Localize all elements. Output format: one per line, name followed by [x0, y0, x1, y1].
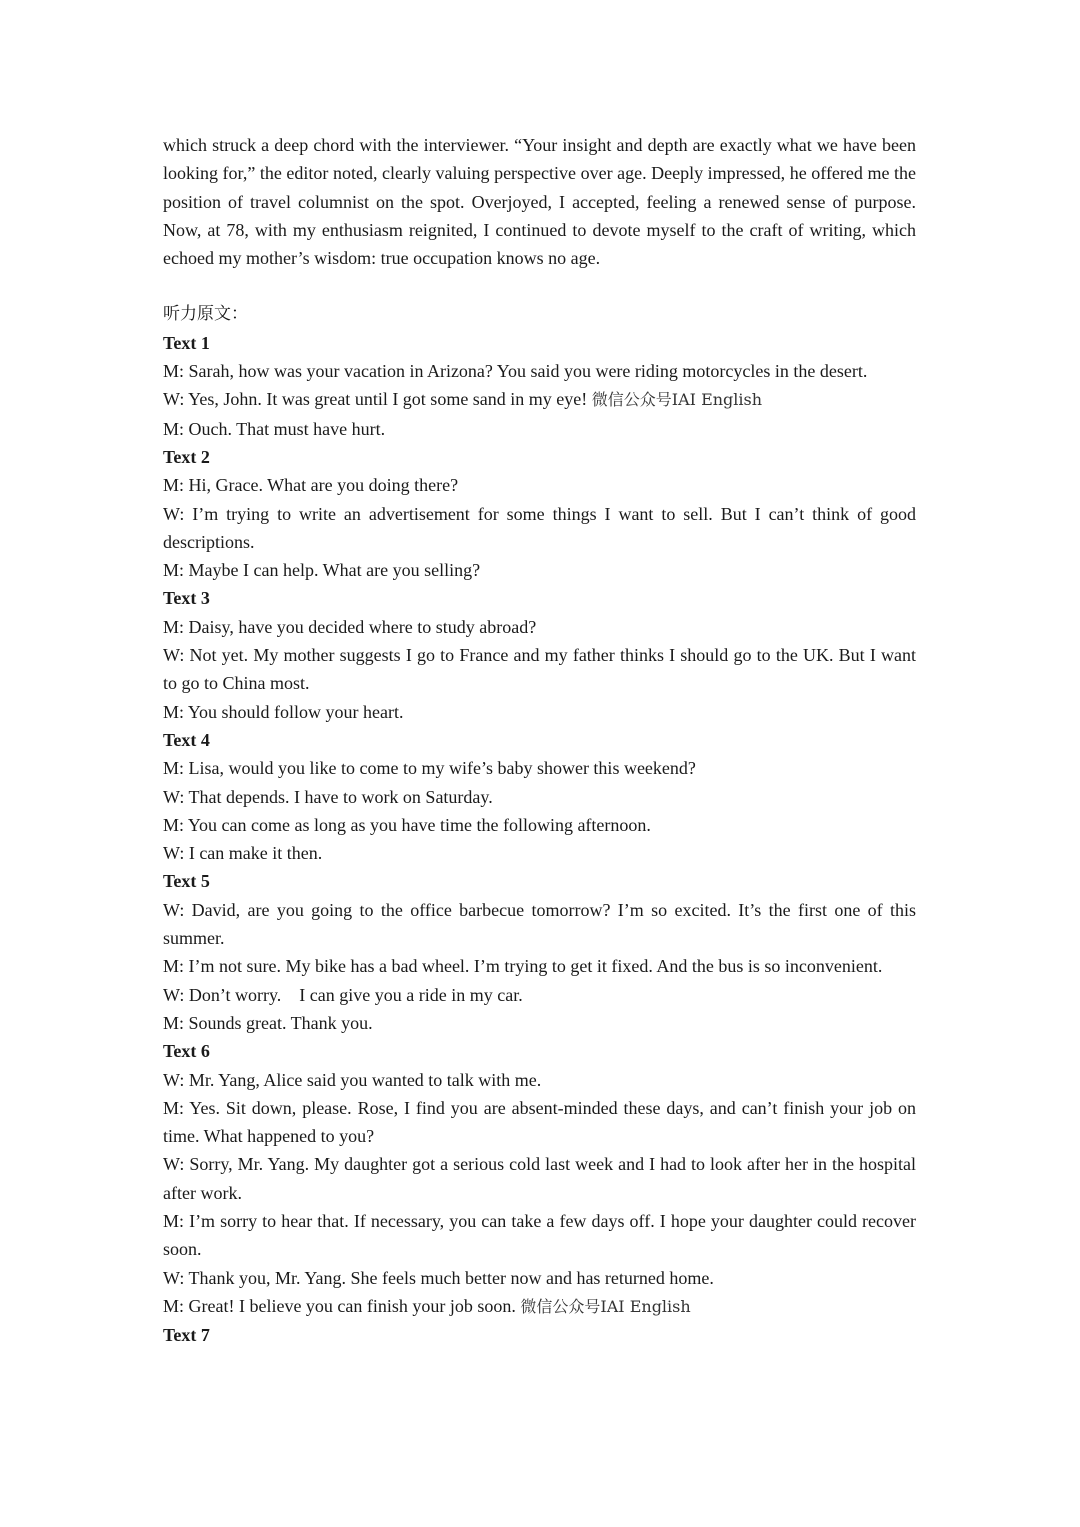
dialogue-line: W: David, are you going to the office barbecue tomorrow? I’m so excited. It’s the first one of this summer. — [163, 899, 916, 949]
text-heading: Text 3 — [163, 588, 210, 609]
watermark: 微信公众号IAI English — [591, 390, 763, 410]
text-heading: Text 1 — [163, 332, 210, 353]
dialogue-line: M: Sounds great. Thank you. — [163, 1012, 373, 1033]
dialogue-line: M: Hi, Grace. What are you doing there? — [163, 475, 459, 496]
dialogue-line: W: Mr. Yang, Alice said you wanted to talk with me. — [163, 1069, 542, 1090]
dialogue-line: M: I’m not sure. My bike has a bad wheel. I’m trying to get it fixed. And the bus is so inconvenient. — [163, 956, 883, 977]
dialogue-line-text: M: Great! I believe you can finish your job soon. — [163, 1295, 516, 1316]
dialogue-line: W: Not yet. My mother suggests I go to France and my father thinks I should go to the UK. But I want to go to China most. — [163, 645, 916, 694]
dialogue-line — [163, 1292, 916, 1321]
text-heading: Text 2 — [163, 446, 210, 467]
text-block-5 — [163, 867, 916, 1037]
dialogue-line: M: You should follow your heart. — [163, 701, 404, 722]
dialogue-line: W: Thank you, Mr. Yang. She feels much better now and has returned home. — [163, 1267, 714, 1288]
dialogue-line: M: Yes. Sit down, please. Rose, I find you are absent-minded these days, and can’t finish your job on time. What happened to you? — [163, 1097, 916, 1147]
dialogue-line: M: Ouch. That must have hurt. — [163, 418, 386, 439]
dialogue-line-text: W: Yes, John. It was great until I got some sand in my eye! — [163, 389, 588, 410]
dialogue-line: M: Maybe I can help. What are you selling? — [163, 560, 481, 581]
text-block-4 — [163, 726, 916, 867]
text-block-7 — [163, 1321, 916, 1349]
dialogue-line: M: I’m sorry to hear that. If necessary, you can take a few days off. I hope your daughter could recover soon. — [163, 1210, 916, 1260]
text-block-1 — [163, 329, 916, 443]
text-heading: Text 5 — [163, 871, 210, 892]
dialogue-line: W: That depends. I have to work on Saturday. — [163, 786, 493, 807]
text-block-6 — [163, 1037, 916, 1321]
dialogue-line — [163, 385, 916, 414]
text-heading: Text 4 — [163, 729, 210, 750]
dialogue-line: M: You can come as long as you have time the following afternoon. — [163, 814, 651, 835]
dialogue-line: M: Sarah, how was your vacation in Arizona? You said you were riding motorcycles in the desert. — [163, 361, 868, 382]
dialogue-line: W: Don’t worry. I can give you a ride in my car. — [163, 984, 523, 1005]
dialogue-line: M: Daisy, have you decided where to study abroad? — [163, 616, 537, 637]
intro-paragraph: which struck a deep chord with the interviewer. “Your insight and depth are exactly what we have been looking for,” the editor noted, clearly valuing perspective over age. Deeply impressed, he offered me the position of travel columnist on the spot. Overjoyed, I accepted, feeling a renewed sense of purpose. Now, at 78, with my enthusiasm reignited, I continued to devote myself to the craft of writing, which echoed my mother’s wisdom: true occupation knows no age. — [163, 135, 916, 269]
dialogue-line: M: Lisa, would you like to come to my wife’s baby shower this weekend? — [163, 758, 696, 779]
section-title: 听力原文： — [163, 304, 248, 325]
text-heading: Text 7 — [163, 1325, 210, 1346]
dialogue-line: W: I can make it then. — [163, 843, 323, 864]
text-block-2 — [163, 443, 916, 584]
text-block-3 — [163, 584, 916, 725]
dialogue-line: W: I’m trying to write an advertisement for some things I want to sell. But I can’t think of good descriptions. — [163, 503, 916, 552]
text-heading: Text 6 — [163, 1041, 210, 1062]
watermark: 微信公众号IAI English — [520, 1296, 691, 1316]
document-page — [163, 131, 916, 1349]
dialogue-line: W: Sorry, Mr. Yang. My daughter got a serious cold last week and I had to look after her in the hospital after work. — [163, 1154, 916, 1203]
